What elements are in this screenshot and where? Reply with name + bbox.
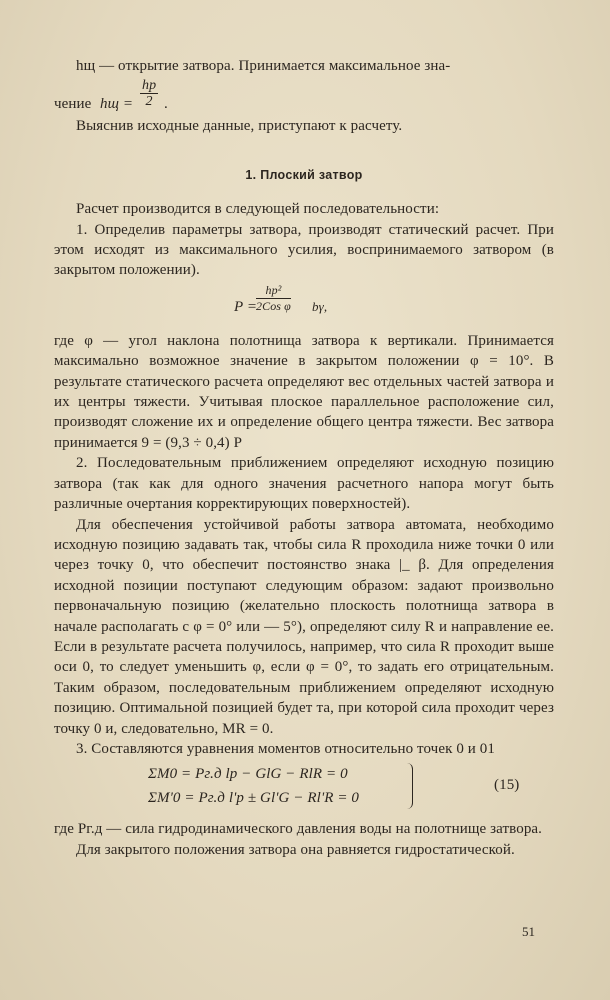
intro-line-2: [54, 76, 554, 116]
paragraph-4: 2. Последовательным приближением определяют исходную позицию затвора (так как для одного значения расчетного напора могут быть различные очертания корректирующих поверхностей).: [54, 455, 554, 513]
section-heading: 1. Плоский затвор: [245, 167, 363, 182]
paragraph-1: Расчет производится в следующей последовательности:: [76, 201, 440, 218]
intro-fraction-denominator: 2: [145, 94, 153, 110]
paragraph-6: 3. Составляются уравнения моментов относительно точек 0 и 01: [76, 740, 495, 757]
intro-fraction: [140, 78, 158, 109]
intro-line-2-label: чение: [54, 96, 92, 113]
intro-fraction-numerator: hр: [142, 78, 157, 94]
paragraph-3: где φ — угол наклона полотнища затвора к вертикали. Принимается максимально возможное значение в закрытом положении φ = 10°. В результате статического расчета определяют вес отдельных частей затвора и их центры тяжести. Учитывая плоское параллельное расположение сил, производят сложение их и определение общего центра тяжести. Вес затвора принимается 9 = (9,3 ÷ 0,4) P: [54, 332, 554, 451]
equation-number: (15): [494, 777, 520, 794]
equation-brace: [406, 763, 413, 809]
equation-1: ΣM0 = Pг.д lр − GlG − RlR = 0: [148, 766, 348, 783]
intro-line-2-lhs: hщ =: [100, 96, 134, 113]
formula-P-lhs: P =: [234, 298, 258, 315]
paragraph-2: 1. Определив параметры затвора, производят статический расчет. При этом исходят из максимального усилия, воспринимаемого затвором (в закрытом положении).: [54, 221, 554, 279]
intro-paragraph-2: Выяснив исходные данные, приступают к расчету.: [76, 118, 403, 135]
formula-P-denominator: 2Cos φ: [256, 298, 291, 313]
formula-P-tail: bγ,: [312, 298, 328, 314]
page-text: [54, 56, 554, 860]
paragraph-7: где Pг.д — сила гидродинамического давления воды на полотнище затвора.: [54, 821, 543, 838]
intro-line-2-end: .: [164, 96, 168, 113]
equation-2: ΣM'0 = Pг.д l'р ± Gl'G − Rl'R = 0: [148, 790, 360, 807]
formula-P-fraction: [256, 283, 291, 314]
page-number: 51: [522, 924, 535, 939]
paragraph-5: Для обеспечения устойчивой работы затвора автомата, необходимо исходную позицию задавать так, чтобы сила R проходила ниже точки 0 или через точку 0, что обеспечит постоянство знака |_ β. Для определения исходной позиции поступают следующим образом: задают произвольно первоначальную позицию (желательно плоскость полотнища затвора в начале располагать с φ = 0° или — 5°), определяют силу R и направление ее. Если в результате расчета получилось, например, что сила R проходит выше оси 0, то следует уменьшить φ, если φ = 0°, то задать его отрицательным. Таким образом, последовательным приближением определяют исходную позицию. Оптимальной позицией будет та, при которой сила проходит через точку 0 и, следовательно, MR = 0.: [54, 516, 554, 737]
moment-equations: [54, 761, 554, 815]
paragraph-8: Для закрытого положения затвора она равняется гидростатической.: [76, 841, 515, 858]
formula-P: [54, 283, 554, 327]
intro-line-1: hщ — открытие затвора. Принимается максимальное зна-: [76, 58, 451, 74]
formula-P-numerator: hр²: [256, 283, 291, 299]
